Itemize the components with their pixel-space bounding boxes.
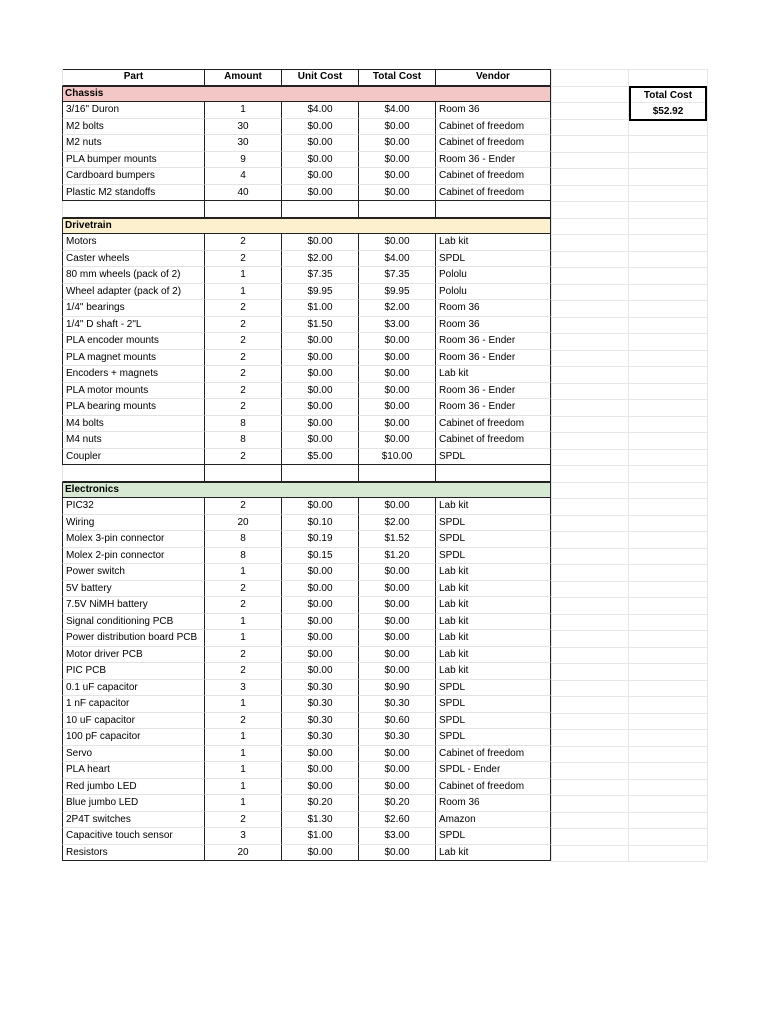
total-cost-cell[interactable]: $0.00 — [359, 416, 436, 433]
section-title[interactable]: Drivetrain — [65, 219, 112, 231]
total-cost-cell[interactable]: $0.00 — [359, 234, 436, 251]
total-cost-cell[interactable]: $0.00 — [359, 185, 436, 202]
vendor-cell[interactable]: Room 36 - Ender — [436, 333, 551, 350]
total-cost-cell[interactable]: $0.00 — [359, 119, 436, 136]
total-cost-cell[interactable]: $0.00 — [359, 135, 436, 152]
part-cell[interactable]: M4 nuts — [62, 432, 205, 449]
unit-cost-cell[interactable]: $1.00 — [282, 300, 359, 317]
unit-cost-cell[interactable]: $1.00 — [282, 828, 359, 845]
vendor-cell[interactable]: Lab kit — [436, 234, 551, 251]
total-cost-cell[interactable]: $0.00 — [359, 630, 436, 647]
total-cost-cell[interactable]: $0.00 — [359, 614, 436, 631]
amount-cell[interactable]: 1 — [205, 762, 282, 779]
amount-cell[interactable]: 30 — [205, 135, 282, 152]
empty-cell[interactable] — [62, 201, 205, 218]
unit-cost-cell[interactable]: $0.30 — [282, 729, 359, 746]
amount-cell[interactable]: 20 — [205, 845, 282, 862]
amount-cell[interactable]: 3 — [205, 828, 282, 845]
total-cost-cell[interactable]: $4.00 — [359, 102, 436, 119]
total-cost-cell[interactable]: $0.60 — [359, 713, 436, 730]
amount-cell[interactable]: 20 — [205, 515, 282, 532]
unit-cost-cell[interactable]: $0.19 — [282, 531, 359, 548]
amount-cell[interactable]: 8 — [205, 432, 282, 449]
vendor-cell[interactable]: Room 36 - Ender — [436, 350, 551, 367]
amount-cell[interactable]: 1 — [205, 102, 282, 119]
vendor-cell[interactable]: Cabinet of freedom — [436, 185, 551, 202]
total-cost-cell[interactable]: $0.00 — [359, 498, 436, 515]
amount-cell[interactable]: 8 — [205, 531, 282, 548]
amount-cell[interactable]: 2 — [205, 663, 282, 680]
amount-cell[interactable]: 8 — [205, 416, 282, 433]
amount-cell[interactable]: 1 — [205, 779, 282, 796]
total-cost-cell[interactable]: $7.35 — [359, 267, 436, 284]
amount-cell[interactable]: 2 — [205, 317, 282, 334]
unit-cost-cell[interactable]: $0.00 — [282, 845, 359, 862]
unit-cost-cell[interactable]: $4.00 — [282, 102, 359, 119]
empty-cell[interactable] — [62, 465, 205, 482]
part-cell[interactable]: PLA motor mounts — [62, 383, 205, 400]
vendor-cell[interactable]: Lab kit — [436, 630, 551, 647]
vendor-cell[interactable]: Lab kit — [436, 366, 551, 383]
amount-cell[interactable]: 1 — [205, 614, 282, 631]
vendor-cell[interactable]: Room 36 — [436, 102, 551, 119]
header-vendor[interactable]: Vendor — [436, 69, 551, 86]
amount-cell[interactable]: 2 — [205, 449, 282, 466]
amount-cell[interactable]: 4 — [205, 168, 282, 185]
vendor-cell[interactable]: Lab kit — [436, 498, 551, 515]
total-cost-cell[interactable]: $0.00 — [359, 432, 436, 449]
unit-cost-cell[interactable]: $0.00 — [282, 762, 359, 779]
unit-cost-cell[interactable]: $0.00 — [282, 119, 359, 136]
total-cost-cell[interactable]: $0.00 — [359, 663, 436, 680]
part-cell[interactable]: Wheel adapter (pack of 2) — [62, 284, 205, 301]
part-cell[interactable]: Blue jumbo LED — [62, 795, 205, 812]
part-cell[interactable]: M2 bolts — [62, 119, 205, 136]
amount-cell[interactable]: 2 — [205, 234, 282, 251]
unit-cost-cell[interactable]: $0.00 — [282, 746, 359, 763]
part-cell[interactable]: 1/4" bearings — [62, 300, 205, 317]
part-cell[interactable]: Signal conditioning PCB — [62, 614, 205, 631]
unit-cost-cell[interactable]: $0.00 — [282, 663, 359, 680]
vendor-cell[interactable]: Lab kit — [436, 564, 551, 581]
part-cell[interactable]: Resistors — [62, 845, 205, 862]
total-cost-box[interactable] — [629, 86, 707, 121]
part-cell[interactable]: Capacitive touch sensor — [62, 828, 205, 845]
amount-cell[interactable]: 2 — [205, 251, 282, 268]
part-cell[interactable]: Molex 2-pin connector — [62, 548, 205, 565]
total-cost-cell[interactable]: $0.00 — [359, 168, 436, 185]
vendor-cell[interactable]: SPDL - Ender — [436, 762, 551, 779]
empty-cell[interactable] — [436, 465, 551, 482]
part-cell[interactable]: PLA bearing mounts — [62, 399, 205, 416]
vendor-cell[interactable]: Room 36 — [436, 795, 551, 812]
part-cell[interactable]: PIC PCB — [62, 663, 205, 680]
unit-cost-cell[interactable]: $0.00 — [282, 399, 359, 416]
amount-cell[interactable]: 2 — [205, 333, 282, 350]
total-cost-cell[interactable]: $0.00 — [359, 581, 436, 598]
unit-cost-cell[interactable]: $5.00 — [282, 449, 359, 466]
part-cell[interactable]: PLA magnet mounts — [62, 350, 205, 367]
total-cost-cell[interactable]: $4.00 — [359, 251, 436, 268]
part-cell[interactable]: PIC32 — [62, 498, 205, 515]
amount-cell[interactable]: 1 — [205, 564, 282, 581]
unit-cost-cell[interactable]: $7.35 — [282, 267, 359, 284]
total-cost-cell[interactable]: $3.00 — [359, 828, 436, 845]
amount-cell[interactable]: 2 — [205, 498, 282, 515]
vendor-cell[interactable]: Lab kit — [436, 663, 551, 680]
unit-cost-cell[interactable]: $0.15 — [282, 548, 359, 565]
amount-cell[interactable]: 1 — [205, 267, 282, 284]
amount-cell[interactable]: 2 — [205, 350, 282, 367]
amount-cell[interactable]: 2 — [205, 812, 282, 829]
empty-cell[interactable] — [359, 201, 436, 218]
part-cell[interactable]: Motors — [62, 234, 205, 251]
unit-cost-cell[interactable]: $0.00 — [282, 366, 359, 383]
part-cell[interactable]: 100 pF capacitor — [62, 729, 205, 746]
vendor-cell[interactable]: Amazon — [436, 812, 551, 829]
part-cell[interactable]: Power distribution board PCB — [62, 630, 205, 647]
vendor-cell[interactable]: Lab kit — [436, 597, 551, 614]
total-cost-cell[interactable]: $0.00 — [359, 350, 436, 367]
total-cost-label: Total Cost — [643, 90, 693, 101]
total-cost-cell[interactable]: $2.00 — [359, 515, 436, 532]
unit-cost-cell[interactable]: $0.00 — [282, 350, 359, 367]
vendor-cell[interactable]: SPDL — [436, 548, 551, 565]
part-cell[interactable]: Coupler — [62, 449, 205, 466]
empty-cell[interactable] — [282, 201, 359, 218]
amount-cell[interactable]: 1 — [205, 746, 282, 763]
vendor-cell[interactable]: Lab kit — [436, 614, 551, 631]
empty-cell[interactable] — [436, 201, 551, 218]
total-cost-cell[interactable]: $0.00 — [359, 779, 436, 796]
vendor-cell[interactable]: Cabinet of freedom — [436, 135, 551, 152]
sheet-gridlines — [551, 69, 707, 861]
amount-cell[interactable]: 2 — [205, 399, 282, 416]
vendor-cell[interactable]: Pololu — [436, 284, 551, 301]
unit-cost-cell[interactable]: $0.00 — [282, 152, 359, 169]
unit-cost-cell[interactable]: $0.00 — [282, 581, 359, 598]
amount-cell[interactable]: 2 — [205, 581, 282, 598]
vendor-cell[interactable]: SPDL — [436, 680, 551, 697]
part-cell[interactable]: 2P4T switches — [62, 812, 205, 829]
section-title[interactable]: Electronics — [65, 483, 119, 495]
total-cost-cell[interactable]: $0.00 — [359, 597, 436, 614]
total-cost-cell[interactable]: $2.60 — [359, 812, 436, 829]
unit-cost-cell[interactable]: $1.50 — [282, 317, 359, 334]
unit-cost-cell[interactable]: $9.95 — [282, 284, 359, 301]
vendor-cell[interactable]: Cabinet of freedom — [436, 119, 551, 136]
unit-cost-cell[interactable]: $0.00 — [282, 564, 359, 581]
unit-cost-cell[interactable]: $0.00 — [282, 498, 359, 515]
unit-cost-cell[interactable]: $0.10 — [282, 515, 359, 532]
part-cell[interactable]: M4 bolts — [62, 416, 205, 433]
amount-cell[interactable]: 2 — [205, 366, 282, 383]
vendor-cell[interactable]: Lab kit — [436, 845, 551, 862]
part-cell[interactable]: Plastic M2 standoffs — [62, 185, 205, 202]
vendor-cell[interactable]: SPDL — [436, 713, 551, 730]
vendor-cell[interactable]: Cabinet of freedom — [436, 432, 551, 449]
amount-cell[interactable]: 2 — [205, 300, 282, 317]
amount-cell[interactable]: 2 — [205, 597, 282, 614]
amount-cell[interactable]: 1 — [205, 284, 282, 301]
total-cost-cell[interactable]: $2.00 — [359, 300, 436, 317]
unit-cost-cell[interactable]: $0.00 — [282, 185, 359, 202]
part-cell[interactable]: Molex 3-pin connector — [62, 531, 205, 548]
header-unit-cost[interactable]: Unit Cost — [282, 69, 359, 86]
part-cell[interactable]: Power switch — [62, 564, 205, 581]
empty-cell[interactable] — [282, 465, 359, 482]
unit-cost-cell[interactable]: $0.00 — [282, 168, 359, 185]
part-cell[interactable]: 5V battery — [62, 581, 205, 598]
part-cell[interactable]: PLA bumper mounts — [62, 152, 205, 169]
empty-cell[interactable] — [205, 465, 282, 482]
vendor-cell[interactable]: Lab kit — [436, 647, 551, 664]
vendor-cell[interactable]: Lab kit — [436, 581, 551, 598]
total-cost-cell[interactable]: $0.00 — [359, 746, 436, 763]
amount-cell[interactable]: 3 — [205, 680, 282, 697]
vendor-cell[interactable]: Cabinet of freedom — [436, 168, 551, 185]
total-cost-cell[interactable]: $10.00 — [359, 449, 436, 466]
part-cell[interactable]: Motor driver PCB — [62, 647, 205, 664]
header-total-cost[interactable]: Total Cost — [359, 69, 436, 86]
vendor-cell[interactable]: Room 36 - Ender — [436, 399, 551, 416]
unit-cost-cell[interactable]: $0.00 — [282, 630, 359, 647]
total-cost-cell[interactable]: $0.00 — [359, 366, 436, 383]
vendor-cell[interactable]: Cabinet of freedom — [436, 779, 551, 796]
unit-cost-cell[interactable]: $2.00 — [282, 251, 359, 268]
unit-cost-cell[interactable]: $0.00 — [282, 135, 359, 152]
total-cost-cell[interactable]: $0.30 — [359, 729, 436, 746]
part-cell[interactable]: M2 nuts — [62, 135, 205, 152]
unit-cost-cell[interactable]: $0.00 — [282, 383, 359, 400]
part-cell[interactable]: Servo — [62, 746, 205, 763]
unit-cost-cell[interactable]: $0.30 — [282, 680, 359, 697]
amount-cell[interactable]: 1 — [205, 795, 282, 812]
header-part[interactable]: Part — [62, 69, 205, 86]
vendor-cell[interactable]: Room 36 — [436, 300, 551, 317]
unit-cost-cell[interactable]: $0.30 — [282, 713, 359, 730]
total-cost-value: $52.92 — [652, 105, 684, 117]
unit-cost-cell[interactable]: $0.00 — [282, 333, 359, 350]
section-title[interactable]: Chassis — [65, 87, 104, 99]
part-cell[interactable]: 7.5V NiMH battery — [62, 597, 205, 614]
amount-cell[interactable]: 40 — [205, 185, 282, 202]
part-cell[interactable]: PLA heart — [62, 762, 205, 779]
vendor-cell[interactable]: Room 36 - Ender — [436, 383, 551, 400]
total-cost-cell[interactable]: $0.00 — [359, 845, 436, 862]
empty-cell[interactable] — [359, 465, 436, 482]
total-cost-cell[interactable]: $0.00 — [359, 333, 436, 350]
vendor-cell[interactable]: SPDL — [436, 251, 551, 268]
part-cell[interactable]: 0.1 uF capacitor — [62, 680, 205, 697]
part-cell[interactable]: PLA encoder mounts — [62, 333, 205, 350]
total-cost-cell[interactable]: $1.20 — [359, 548, 436, 565]
unit-cost-cell[interactable]: $0.00 — [282, 416, 359, 433]
amount-cell[interactable]: 1 — [205, 630, 282, 647]
amount-cell[interactable]: 9 — [205, 152, 282, 169]
total-cost-cell[interactable]: $0.00 — [359, 762, 436, 779]
total-cost-cell[interactable]: $0.00 — [359, 383, 436, 400]
total-cost-cell[interactable]: $0.00 — [359, 647, 436, 664]
part-cell[interactable]: 80 mm wheels (pack of 2) — [62, 267, 205, 284]
total-cost-cell[interactable]: $0.00 — [359, 399, 436, 416]
vendor-cell[interactable]: SPDL — [436, 449, 551, 466]
unit-cost-cell[interactable]: $0.00 — [282, 647, 359, 664]
part-cell[interactable]: Wiring — [62, 515, 205, 532]
unit-cost-cell[interactable]: $0.00 — [282, 597, 359, 614]
amount-cell[interactable]: 2 — [205, 647, 282, 664]
vendor-cell[interactable]: SPDL — [436, 515, 551, 532]
unit-cost-cell[interactable]: $0.00 — [282, 779, 359, 796]
vendor-cell[interactable]: SPDL — [436, 531, 551, 548]
unit-cost-cell[interactable]: $1.30 — [282, 812, 359, 829]
unit-cost-cell[interactable]: $0.20 — [282, 795, 359, 812]
vendor-cell[interactable]: Pololu — [436, 267, 551, 284]
total-cost-cell[interactable]: $0.30 — [359, 696, 436, 713]
total-cost-cell[interactable]: $3.00 — [359, 317, 436, 334]
vendor-cell[interactable]: Room 36 — [436, 317, 551, 334]
part-cell[interactable]: Red jumbo LED — [62, 779, 205, 796]
total-cost-cell[interactable]: $0.00 — [359, 564, 436, 581]
vendor-cell[interactable]: SPDL — [436, 729, 551, 746]
unit-cost-cell[interactable]: $0.00 — [282, 234, 359, 251]
total-cost-cell[interactable]: $1.52 — [359, 531, 436, 548]
part-cell[interactable]: Cardboard bumpers — [62, 168, 205, 185]
amount-cell[interactable]: 1 — [205, 696, 282, 713]
part-cell[interactable]: Encoders + magnets — [62, 366, 205, 383]
total-cost-cell[interactable]: $0.90 — [359, 680, 436, 697]
total-cost-cell[interactable]: $0.20 — [359, 795, 436, 812]
total-cost-cell[interactable]: $0.00 — [359, 152, 436, 169]
amount-cell[interactable]: 30 — [205, 119, 282, 136]
vendor-cell[interactable]: Cabinet of freedom — [436, 746, 551, 763]
part-cell[interactable]: 1 nF capacitor — [62, 696, 205, 713]
amount-cell[interactable]: 2 — [205, 713, 282, 730]
vendor-cell[interactable]: SPDL — [436, 696, 551, 713]
vendor-cell[interactable]: SPDL — [436, 828, 551, 845]
part-cell[interactable]: 10 uF capacitor — [62, 713, 205, 730]
amount-cell[interactable]: 2 — [205, 383, 282, 400]
total-cost-cell[interactable]: $9.95 — [359, 284, 436, 301]
part-cell[interactable]: Caster wheels — [62, 251, 205, 268]
part-cell[interactable]: 3/16" Duron — [62, 102, 205, 119]
empty-cell[interactable] — [205, 201, 282, 218]
part-cell[interactable]: 1/4" D shaft - 2"L — [62, 317, 205, 334]
amount-cell[interactable]: 1 — [205, 729, 282, 746]
amount-cell[interactable]: 8 — [205, 548, 282, 565]
unit-cost-cell[interactable]: $0.00 — [282, 432, 359, 449]
vendor-cell[interactable]: Cabinet of freedom — [436, 416, 551, 433]
unit-cost-cell[interactable]: $0.00 — [282, 614, 359, 631]
header-amount[interactable]: Amount — [205, 69, 282, 86]
unit-cost-cell[interactable]: $0.30 — [282, 696, 359, 713]
vendor-cell[interactable]: Room 36 - Ender — [436, 152, 551, 169]
